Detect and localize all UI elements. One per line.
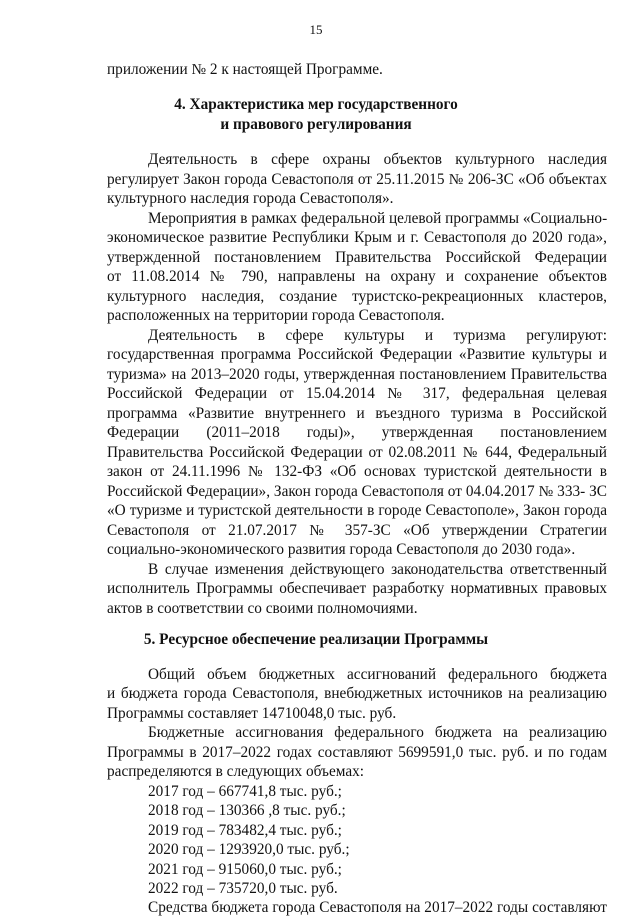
text-line: регулирует Закон города Севастополя от 25.11.2015 № 206-ЗС «Об объектах: [107, 171, 607, 188]
text-line: социально-экономического развития города Севастополя до 2030 года».: [107, 541, 576, 558]
text-line: туризма» на 2013–2020 годы, утвержденная постановлением Правительства: [107, 366, 607, 383]
text-line: экономическое развитие Республики Крым и г. Севастополя до 2020 года»,: [107, 229, 607, 246]
text-line: Общий объем бюджетных ассигнований федерального бюджета: [148, 666, 607, 683]
text-line: государственная программа Российской Федерации «Развитие культуры и: [107, 346, 607, 363]
year-allocation: 2021 год – 915060,0 тыс. руб.;: [148, 861, 342, 878]
text-line: Севастополя от 21.07.2017 № 357-ЗС «Об утверждении Стратегии: [107, 522, 607, 539]
text-line: культурного наследия, создание туристско-рекреационных кластеров,: [107, 288, 607, 305]
text-line: «О туризме и туристской деятельности в городе Севастополе», Закон города: [107, 502, 607, 519]
text-line: расположенных на территории города Севастополя.: [107, 307, 445, 324]
text-line: Программы в 2017–2022 годах составляют 5699591,0 тыс. руб. и по годам: [107, 744, 607, 761]
page-number: 15: [309, 22, 323, 37]
last-line: Средства бюджета города Севастополя на 2017–2022 годы составляют: [148, 899, 607, 916]
text-line: программа «Развитие внутреннего и въездного туризма в Российской: [107, 405, 607, 422]
text-line: Федерации (2011–2018 годы)», утвержденная постановлением: [107, 424, 607, 441]
text-line: Бюджетные ассигнования федерального бюджета на реализацию: [148, 724, 607, 741]
text-line: исполнитель Программы обеспечивает разработку нормативных правовых: [107, 580, 607, 597]
text-line: В случае изменения действующего законодательства ответственный: [148, 561, 607, 578]
text-line: Программы составляет 14710048,0 тыс. руб.: [107, 705, 397, 722]
year-allocation: 2017 год – 667741,8 тыс. руб.;: [148, 783, 342, 800]
text-line: распределяются в следующих объемах:: [107, 763, 365, 780]
text-line: от 11.08.2014 № 790, направлены на охрану и сохранение объектов: [107, 268, 607, 285]
text-line: и бюджета города Севастополя, внебюджетных источников на реализацию: [107, 685, 607, 702]
section4-title-line2: и правового регулирования: [220, 116, 412, 133]
year-allocation: 2018 год – 130366 ,8 тыс. руб.;: [148, 802, 346, 819]
text-line: утвержденной постановлением Правительства Российской Федерации: [107, 249, 607, 266]
intro-line: приложении № 2 к настоящей Программе.: [107, 61, 383, 78]
text-line: Деятельность в сфере культуры и туризма регулируют:: [148, 327, 607, 344]
text-line: Мероприятия в рамках федеральной целевой программы «Социально-: [148, 210, 608, 227]
year-allocation: 2020 год – 1293920,0 тыс. руб.;: [148, 841, 350, 858]
text-line: Правительства Российской Федерации от 02.08.2011 № 644, Федеральный: [107, 444, 607, 461]
text-line: Российской Федерации от 15.04.2014 № 317, федеральная целевая: [107, 385, 607, 402]
text-line: Деятельность в сфере охраны объектов культурного наследия: [148, 151, 607, 168]
text-line: Российской Федерации», Закон города Севастополя от 04.04.2017 № 333- ЗС: [107, 483, 607, 500]
section5-title: 5. Ресурсное обеспечение реализации Программы: [143, 631, 489, 648]
text-line: актов в соответствии со своими полномочиями.: [107, 600, 418, 617]
section4-title-line1: 4. Характеристика мер государственного: [174, 96, 458, 113]
text-line: закон от 24.11.1996 № 132-ФЗ «Об основах туристской деятельности в: [107, 463, 607, 480]
text-line: культурного наследия города Севастополя».: [107, 190, 394, 207]
year-allocation: 2022 год – 735720,0 тыс. руб.: [148, 880, 338, 897]
year-allocation: 2019 год – 783482,4 тыс. руб.;: [148, 822, 342, 839]
